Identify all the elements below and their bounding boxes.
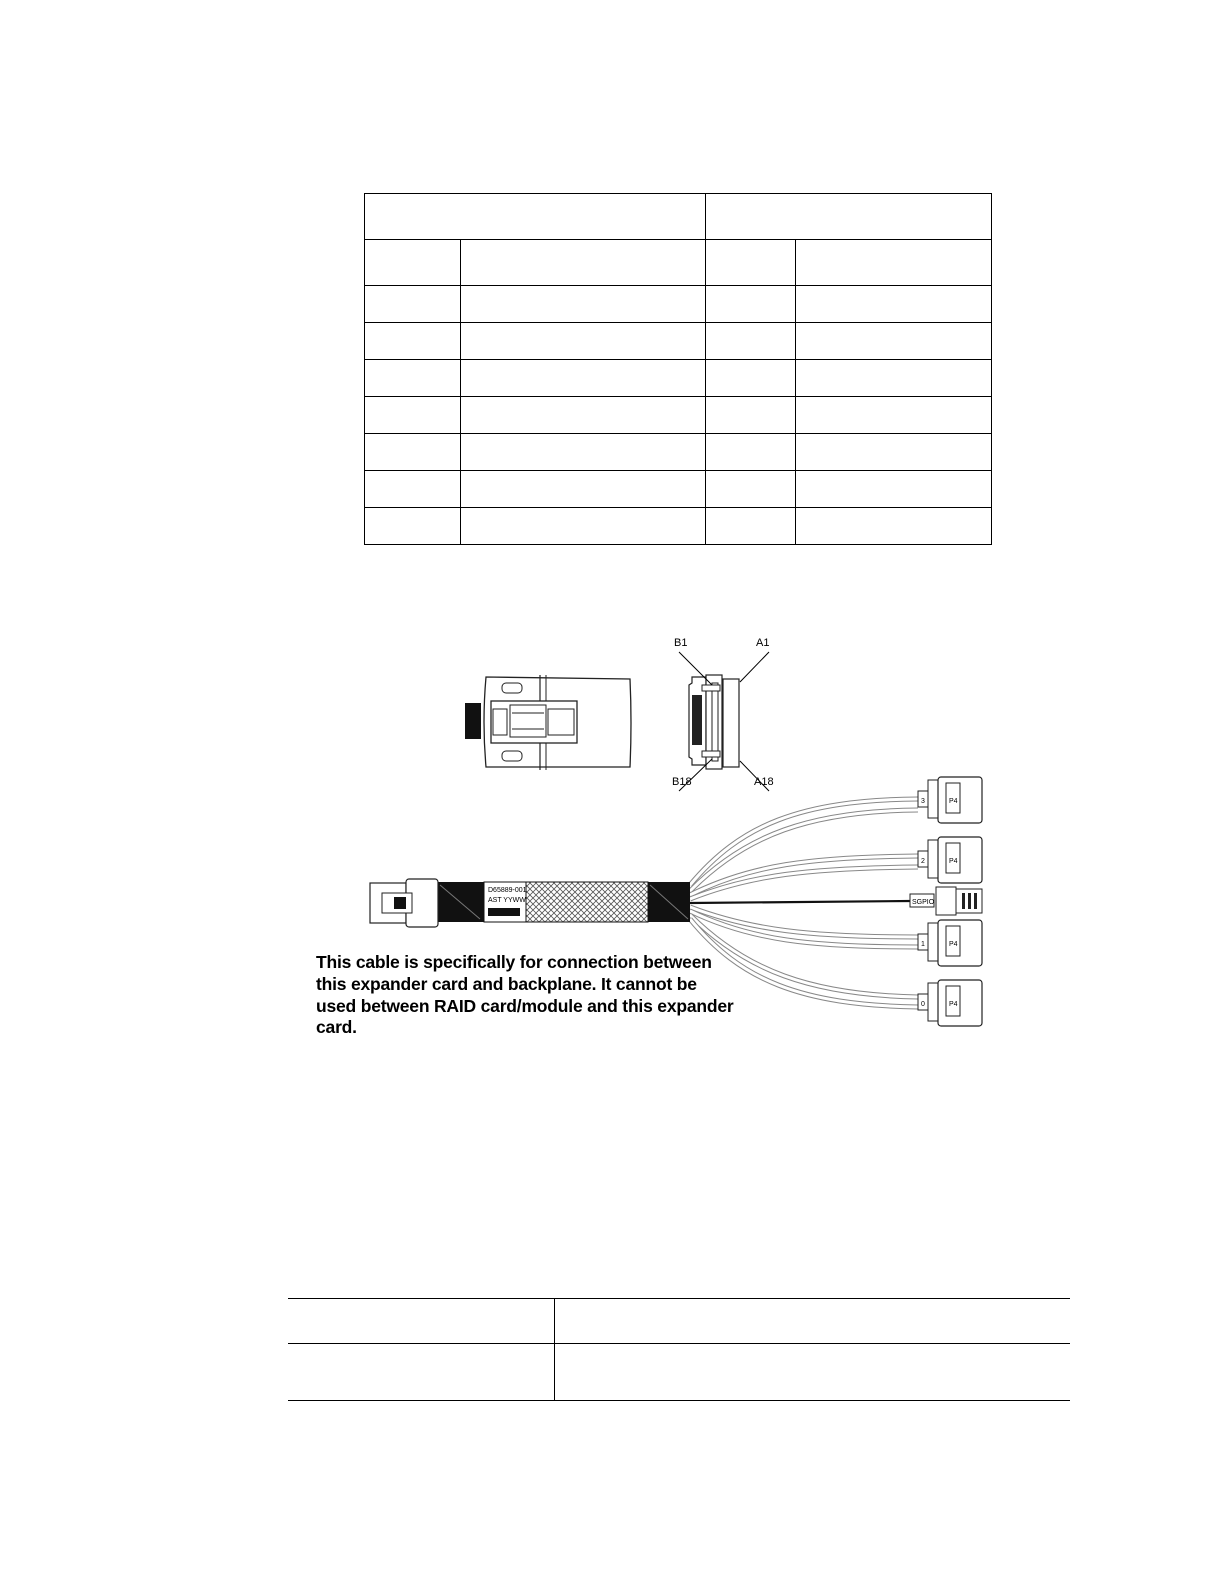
- port-label-0: 0: [921, 1001, 925, 1008]
- table-cell: [555, 1299, 1071, 1344]
- pin-label-b1: B1: [674, 637, 688, 649]
- table-cell: [796, 471, 992, 508]
- table-cell: [461, 286, 706, 323]
- port-connector-text: P4: [949, 798, 958, 805]
- table-cell: [555, 1344, 1071, 1401]
- cable-part-number: D65889-001: [488, 887, 527, 894]
- table-row: [365, 360, 992, 397]
- spec-table: [288, 1298, 1070, 1401]
- table-cell: [461, 434, 706, 471]
- table-header-cell: [365, 194, 706, 240]
- table-cell: [796, 240, 992, 286]
- table-cell: [706, 508, 796, 545]
- port-connector-text: P4: [949, 941, 958, 948]
- port-connector-2: [918, 837, 982, 883]
- table-row: [365, 508, 992, 545]
- table-row: [365, 323, 992, 360]
- table-cell: [796, 323, 992, 360]
- table-cell: [706, 360, 796, 397]
- table-row: [365, 286, 992, 323]
- table-cell: [288, 1344, 555, 1401]
- table-cell: [461, 508, 706, 545]
- connector-side-view: [689, 675, 739, 769]
- table-cell: [706, 471, 796, 508]
- table-row: [288, 1344, 1070, 1401]
- table-cell: [706, 323, 796, 360]
- port-label-2: 2: [921, 858, 925, 865]
- table-cell: [365, 434, 461, 471]
- table-cell: [365, 240, 461, 286]
- pin-label-b18: B18: [672, 776, 692, 788]
- pin-label-a18: A18: [754, 776, 774, 788]
- table-cell: [706, 397, 796, 434]
- table-cell: [706, 240, 796, 286]
- cable-date-code: AST YYWW: [488, 897, 526, 904]
- pin-label-a1: A1: [756, 637, 770, 649]
- table-cell: [461, 360, 706, 397]
- pinout-table: [364, 193, 992, 545]
- table-row: [288, 1299, 1070, 1344]
- table-header-cell: [706, 194, 992, 240]
- table-cell: [461, 240, 706, 286]
- sgpio-label: SGPIO: [912, 899, 935, 906]
- table-cell: [461, 471, 706, 508]
- table-cell: [365, 508, 461, 545]
- table-cell: [461, 323, 706, 360]
- table-cell: [365, 397, 461, 434]
- port-connector-text: P4: [949, 1001, 958, 1008]
- port-connector-3: [918, 777, 982, 823]
- table-cell: [796, 434, 992, 471]
- port-connector-text: P4: [949, 858, 958, 865]
- table-cell: [706, 286, 796, 323]
- table-cell: [288, 1299, 555, 1344]
- table-cell: [796, 360, 992, 397]
- table-cell: [796, 286, 992, 323]
- port-label-1: 1: [921, 941, 925, 948]
- table-cell: [365, 286, 461, 323]
- table-cell: [706, 434, 796, 471]
- table-cell: [796, 508, 992, 545]
- port-label-3: 3: [921, 798, 925, 805]
- table-row: [365, 397, 992, 434]
- port-connector-1: [918, 920, 982, 966]
- cable-end-connector: [370, 879, 438, 927]
- table-cell: [365, 360, 461, 397]
- cable-body: [438, 882, 690, 922]
- table-cell: [365, 471, 461, 508]
- figure-caption: This cable is specifically for connection between this expander card and backplane. It cannot be used between RAID card/module and this expander card.: [316, 952, 734, 1038]
- table-subheader-row: [365, 240, 992, 286]
- table-cell: [796, 397, 992, 434]
- sgpio-connector: [910, 887, 982, 915]
- table-header-row: [365, 194, 992, 240]
- table-row: [365, 434, 992, 471]
- table-cell: [461, 397, 706, 434]
- table-cell: [365, 323, 461, 360]
- table-row: [365, 471, 992, 508]
- port-connector-0: [918, 980, 982, 1026]
- connector-front-view: [465, 675, 631, 770]
